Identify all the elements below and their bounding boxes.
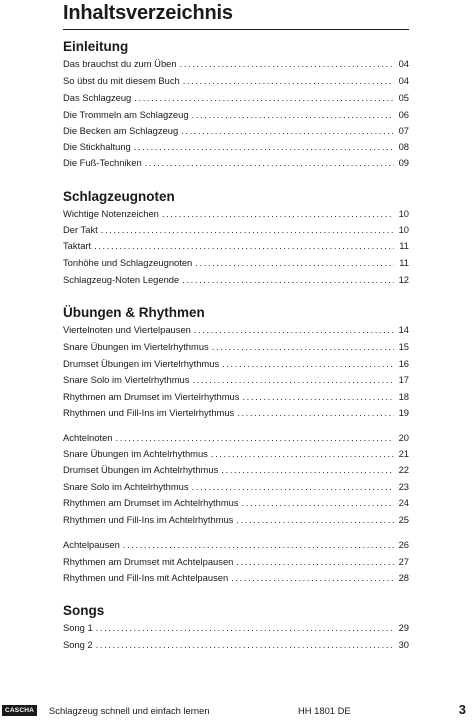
toc-entry[interactable] <box>63 272 409 288</box>
toc-entry-page: 04 <box>398 58 409 69</box>
toc-entry-label: Song 2 <box>63 639 93 650</box>
section-heading-songs: Songs <box>63 603 105 618</box>
leader-dots <box>134 139 394 155</box>
toc-entry[interactable] <box>63 620 409 636</box>
toc-entry-page: 07 <box>398 125 409 136</box>
toc-entry-page: 17 <box>398 374 409 385</box>
toc-entry-label: Das brauchst du zum Üben <box>63 58 177 69</box>
toc-entry[interactable] <box>63 255 409 271</box>
toc-entry-page: 24 <box>398 497 409 508</box>
toc-entry[interactable] <box>63 430 409 446</box>
toc-entry-label: Achtelnoten <box>63 432 113 443</box>
toc-entry[interactable] <box>63 123 409 139</box>
leader-dots <box>145 155 394 171</box>
toc-entry-label: Die Becken am Schlagzeug <box>63 125 179 136</box>
footer-page-number: 3 <box>458 702 466 717</box>
toc-entry-page: 16 <box>398 358 409 369</box>
toc-entry-label: So übst du mit diesem Buch <box>63 75 180 86</box>
toc-entry-page: 27 <box>398 556 409 567</box>
title-divider <box>63 29 409 30</box>
toc-entry[interactable] <box>63 356 409 372</box>
toc-entry[interactable] <box>63 389 409 405</box>
toc-entry[interactable] <box>63 462 409 478</box>
toc-entry-page: 14 <box>398 324 409 335</box>
leader-dots <box>236 554 394 570</box>
toc-entry-label: Drumset Übungen im Viertelrhythmus <box>63 358 220 369</box>
leader-dots <box>180 56 394 72</box>
footer-product-code: HH 1801 DE <box>298 705 351 716</box>
leader-dots <box>192 479 394 495</box>
section-heading-uebungen-rhythmen: Übungen & Rhythmen <box>63 305 205 320</box>
leader-dots <box>96 637 394 653</box>
toc-entry-label: Viertelnoten und Viertelpausen <box>63 324 191 335</box>
toc-entry[interactable] <box>63 322 409 338</box>
page-footer <box>0 702 472 720</box>
toc-entry[interactable] <box>63 637 409 653</box>
leader-dots <box>96 620 394 636</box>
leader-dots <box>182 272 394 288</box>
section-heading-schlagzeugnoten: Schlagzeugnoten <box>63 189 175 204</box>
leader-dots <box>236 512 394 528</box>
toc-entry[interactable] <box>63 139 409 155</box>
toc-entry-label: Rhythmen und Fill-Ins im Achtelrhythmus <box>63 514 234 525</box>
toc-entry-label: Die Fuß-Techniken <box>63 157 142 168</box>
publisher-logo: CASCHA <box>2 705 37 716</box>
toc-entry-label: Tonhöhe und Schlagzeugnoten <box>63 257 193 268</box>
toc-entry[interactable] <box>63 155 409 171</box>
leader-dots <box>231 570 394 586</box>
toc-entry-page: 11 <box>399 257 409 268</box>
leader-dots <box>211 446 394 462</box>
toc-entry-page: 10 <box>398 224 409 235</box>
toc-entry[interactable] <box>63 495 409 511</box>
leader-dots <box>242 495 394 511</box>
toc-entry[interactable] <box>63 56 409 72</box>
toc-entry-page: 05 <box>398 92 409 103</box>
toc-entry-label: Snare Übungen im Achtelrhythmus <box>63 448 208 459</box>
leader-dots <box>192 107 394 123</box>
toc-entry[interactable] <box>63 446 409 462</box>
toc-entry-page: 06 <box>398 109 409 120</box>
leader-dots <box>181 123 394 139</box>
toc-entry-label: Song 1 <box>63 622 93 633</box>
leader-dots <box>192 372 394 388</box>
toc-entry-label: Snare Solo im Viertelrhythmus <box>63 374 190 385</box>
toc-entry-page: 08 <box>398 141 409 152</box>
toc-entry-page: 09 <box>398 157 409 168</box>
toc-entry-page: 26 <box>398 539 409 550</box>
toc-entry-page: 12 <box>398 274 409 285</box>
toc-entry[interactable] <box>63 238 409 254</box>
toc-entry-label: Taktart <box>63 240 92 251</box>
toc-entry[interactable] <box>63 512 409 528</box>
toc-entry[interactable] <box>63 479 409 495</box>
toc-entry-page: 11 <box>399 240 409 251</box>
footer-book-title: Schlagzeug schnell und einfach lernen <box>49 705 210 716</box>
toc-entry-label: Snare Solo im Achtelrhythmus <box>63 481 189 492</box>
toc-entry[interactable] <box>63 107 409 123</box>
toc-entry-label: Rhythmen am Drumset mit Achtelpausen <box>63 556 234 567</box>
toc-entry[interactable] <box>63 372 409 388</box>
toc-entry-label: Die Stickhaltung <box>63 141 131 152</box>
toc-entry-label: Rhythmen am Drumset im Viertelrhythmus <box>63 391 240 402</box>
toc-entry-page: 29 <box>398 622 409 633</box>
toc-entry-page: 21 <box>398 448 409 459</box>
toc-entry-page: 19 <box>398 407 409 418</box>
leader-dots <box>162 206 394 222</box>
leader-dots <box>101 222 394 238</box>
toc-entry-page: 25 <box>398 514 409 525</box>
section-heading-einleitung: Einleitung <box>63 39 129 54</box>
toc-entry[interactable] <box>63 570 409 586</box>
toc-entry-label: Rhythmen am Drumset im Achtelrhythmus <box>63 497 239 508</box>
toc-entry[interactable] <box>63 90 409 106</box>
leader-dots <box>195 255 394 271</box>
leader-dots <box>123 537 394 553</box>
toc-entry-page: 15 <box>398 341 409 352</box>
leader-dots <box>237 405 394 421</box>
leader-dots <box>94 238 394 254</box>
leader-dots <box>221 462 394 478</box>
toc-entry-page: 18 <box>398 391 409 402</box>
toc-entry-label: Das Schlagzeug <box>63 92 132 103</box>
leader-dots <box>116 430 394 446</box>
leader-dots <box>222 356 394 372</box>
toc-entry-page: 30 <box>398 639 409 650</box>
leader-dots <box>212 339 394 355</box>
toc-entry[interactable] <box>63 537 409 553</box>
toc-entry-label: Snare Übungen im Viertelrhythmus <box>63 341 209 352</box>
leader-dots <box>134 90 394 106</box>
toc-entry[interactable] <box>63 405 409 421</box>
toc-entry-label: Rhythmen und Fill-Ins im Viertelrhythmus <box>63 407 235 418</box>
toc-entry-label: Rhythmen und Fill-Ins mit Achtelpausen <box>63 572 229 583</box>
toc-entry-page: 20 <box>398 432 409 443</box>
leader-dots <box>183 73 394 89</box>
toc-entry-page: 22 <box>398 464 409 475</box>
leader-dots <box>242 389 394 405</box>
toc-entry[interactable] <box>63 339 409 355</box>
toc-entry[interactable] <box>63 222 409 238</box>
page-title: Inhaltsverzeichnis <box>63 2 233 24</box>
toc-entry[interactable] <box>63 554 409 570</box>
toc-entry-label: Der Takt <box>63 224 98 235</box>
toc-entry-label: Die Trommeln am Schlagzeug <box>63 109 189 120</box>
toc-entry-page: 04 <box>398 75 409 86</box>
toc-entry-label: Drumset Übungen im Achtelrhythmus <box>63 464 219 475</box>
toc-entry-label: Achtelpausen <box>63 539 120 550</box>
toc-entry-label: Wichtige Notenzeichen <box>63 208 159 219</box>
toc-entry-label: Schlagzeug-Noten Legende <box>63 274 180 285</box>
toc-entry-page: 10 <box>398 208 409 219</box>
toc-entry-page: 23 <box>398 481 409 492</box>
toc-entry-page: 28 <box>398 572 409 583</box>
leader-dots <box>194 322 394 338</box>
toc-entry[interactable] <box>63 206 409 222</box>
toc-entry[interactable] <box>63 73 409 89</box>
